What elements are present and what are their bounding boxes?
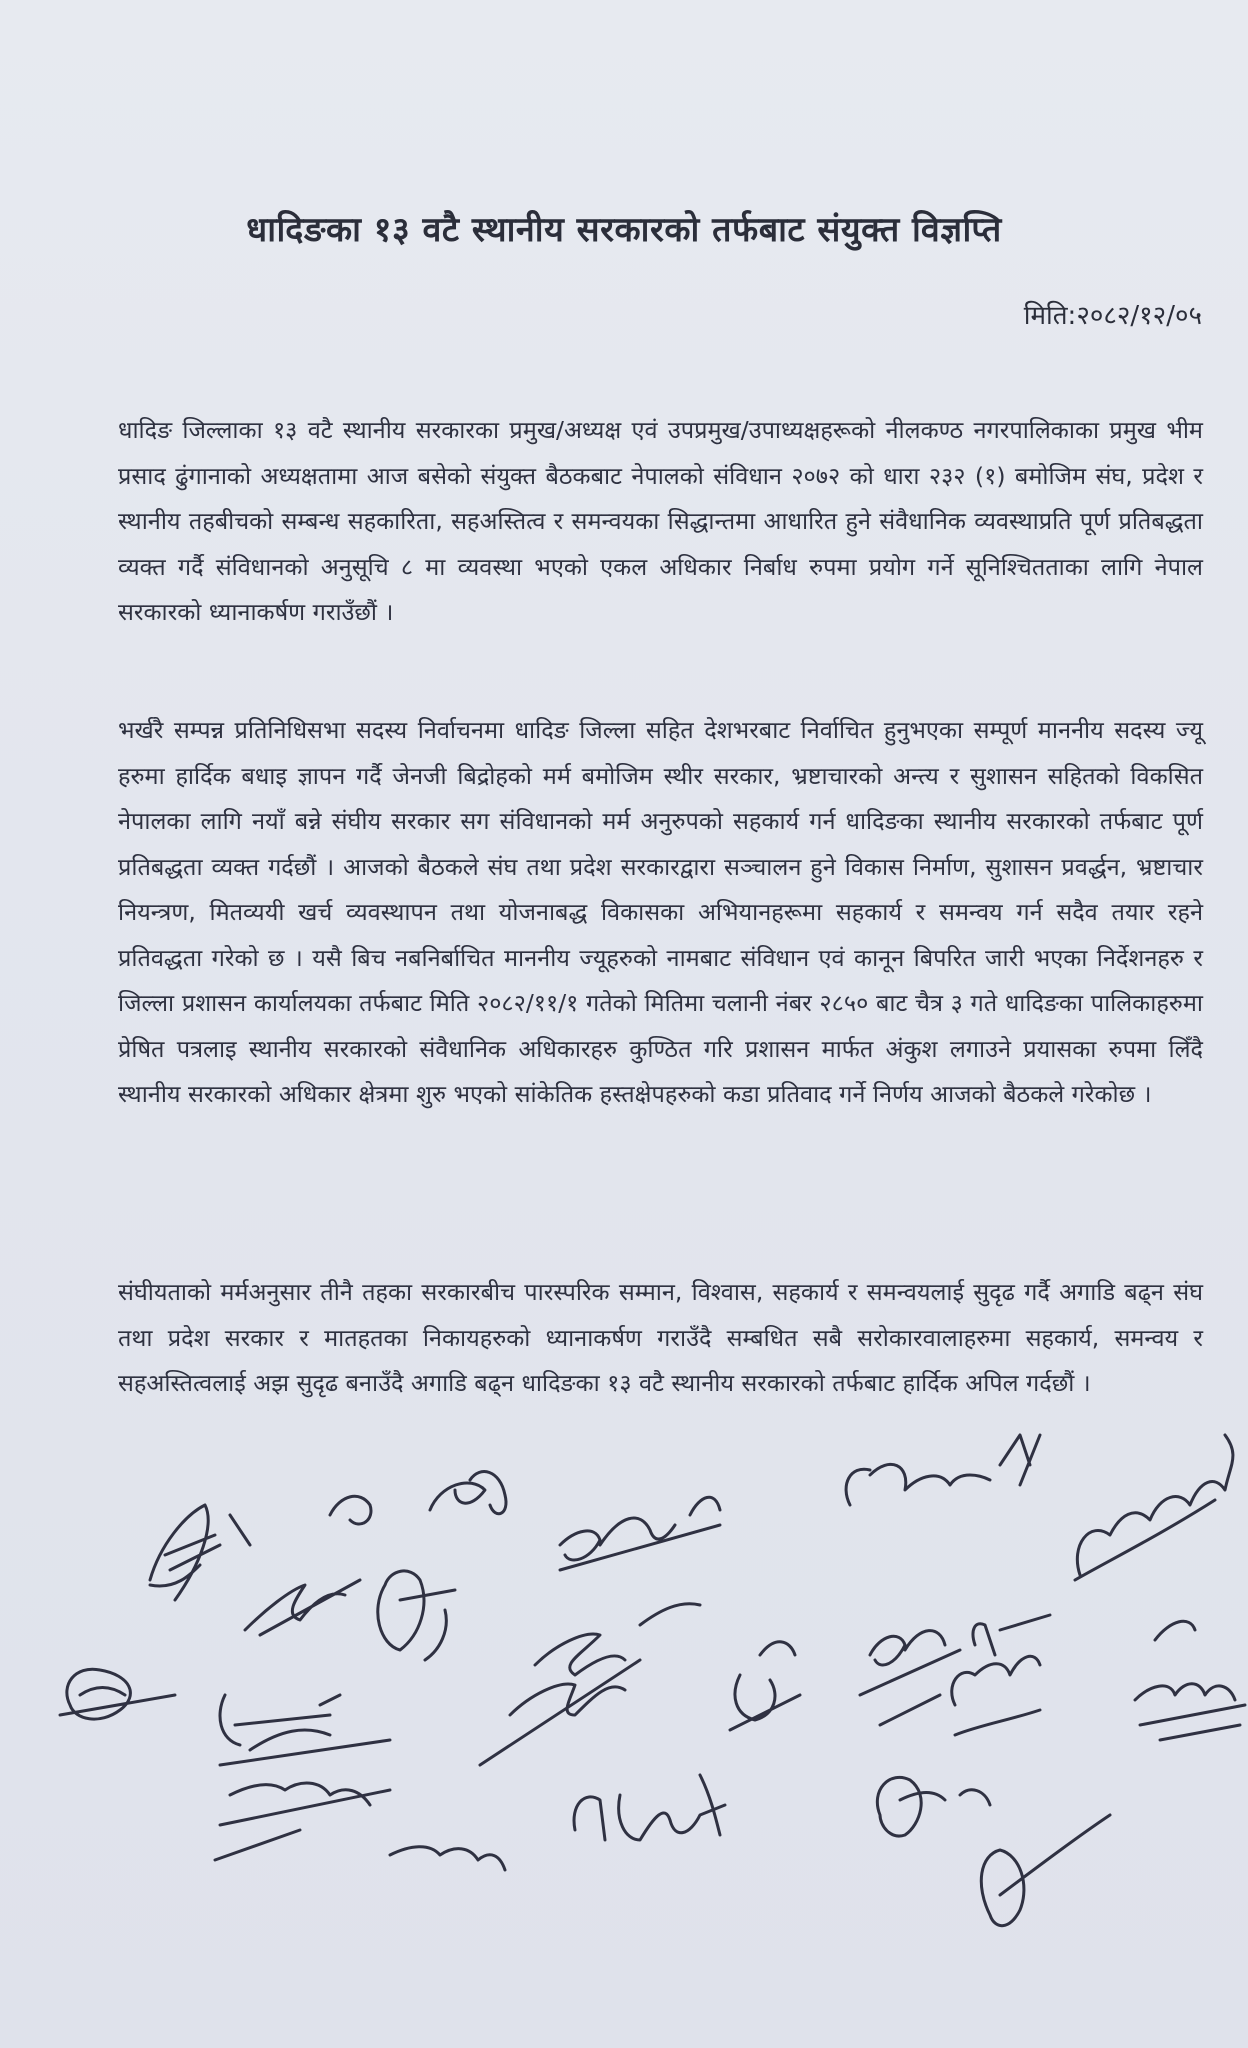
- signature-3: [378, 1571, 455, 1660]
- signature-8: [60, 1669, 175, 1719]
- paragraph-1: धादिङ जिल्लाका १३ वटै स्थानीय सरकारका प्रमुख/अध्यक्ष एवं उपप्रमुख/उपाध्यक्षहरूको नीलकण्ठ नगरपालिकाका प्रमुख भीम प्रसाद ढुंगानाको अध्यक्षतामा आज बसेको संयुक्त बैठकबाट नेपालको संविधान २०७२ को धारा २३२ (१) बमोजिम संघ, प्रदेश र स्थानीय तहबीचको सम्बन्ध सहकारिता, सहअस्तित्व र समन्वयका सिद्धान्तमा आधारित हुने संवैधानिक व्यवस्थाप्रति पूर्ण प्रतिबद्धता व्यक्त गर्दै संविधानको अनुसूचि ८ मा व्यवस्था भएको एकल अधिकार निर्बाध रुपमा प्रयोग गर्ने सूनिश्चितताका लागि नेपाल सरकारको ध्यानाकर्षण गराउँछौं ।: [118, 416, 1203, 626]
- signature-2: [245, 1580, 360, 1635]
- signature-13: [952, 1656, 1040, 1735]
- signature-22: [330, 1496, 371, 1524]
- signature-10: [480, 1634, 640, 1765]
- signature-14: [1135, 1684, 1245, 1740]
- signature-20: [973, 1615, 1050, 1655]
- paragraph-3: संघीयताको मर्मअनुसार तीनै तहका सरकारबीच पारस्परिक सम्मान, विश्वास, सहकार्य र समन्वयलाई सुदृढ गर्दै अगाडि बढ्न संघ तथा प्रदेश सरकार र मातहतका निकायहरुको ध्यानाकर्षण गराउँदै सम्बधित सबै सरोकारवालाहरुमा सहकार्य, समन्वय र सहअस्तित्वलाई अझ सुदृढ बनाउँदै अगाडि बढ्न धादिङका १३ वटै स्थानीय सरकारको तर्फबाट हार्दिक अपिल गर्दछौं ।: [118, 1278, 1203, 1397]
- signature-11: [730, 1642, 800, 1730]
- signature-21: [640, 1604, 700, 1625]
- signature-16: [390, 1847, 505, 1870]
- paragraph-2: भर्खरै सम्पन्न प्रतिनिधिसभा सदस्य निर्वाचनमा धादिङ जिल्ला सहित देशभरबाट निर्वाचित हुनुभएका सम्पूर्ण माननीय सदस्य ज्यू हरुमा हार्दिक बधाइ ज्ञापन गर्दै जेनजी बिद्रोहको मर्म बमोजिम स्थीर सरकार, भ्रष्टाचारको अन्त्य र सुशासन सहितको विकसित नेपालका लागि नयाँ बन्ने संघीय सरकार सग संविधानको मर्म अनुरुपको सहकार्य गर्न धादिङका स्थानीय सरकारको तर्फबाट पूर्ण प्रतिबद्धता व्यक्त गर्दछौं । आजको बैठकले संघ तथा प्रदेश सरकारद्वारा सञ्चालन हुने विकास निर्माण, सुशासन प्रवर्द्धन, भ्रष्टाचार नियन्त्रण, मितव्ययी खर्च व्यवस्थापन तथा योजनाबद्ध विकासका अभियानहरूमा सहकार्य र समन्वय गर्न सदैव तयार रहने प्रतिवद्धता गरेको छ । यसै बिच नबनिर्बाचित माननीय ज्यूहरुको नामबाट संविधान एवं कानून बिपरित जारी भएका निर्देशनहरु र जिल्ला प्रशासन कार्यालयका तर्फबाट मिति २०८२/११/१ गतेको मितिमा चलानी नंबर २८५० बाट चैत्र ३ गते धादिङका पालिकाहरुमा प्रेषित पत्रलाइ स्थानीय सरकारको संवैधानिक अधिकारहरु कुण्ठित गरि प्रशासन मार्फत अंकुश लगाउने प्रयासका रुपमा लिँदै स्थानीय सरकारको अधिकार क्षेत्रमा शुरु भएको सांकेतिक हस्तक्षेपहरुको कडा प्रतिवाद गर्ने निर्णय आजको बैठकले गरेकोछ ।: [118, 716, 1203, 1108]
- signature-6: [846, 1435, 1040, 1505]
- signature-area: [0, 1395, 1248, 2048]
- document-title: धादिङका १३ वटै स्थानीय सरकारको तर्फबाट संयुक्त विज्ञप्ति: [246, 210, 1002, 250]
- signature-23: [1155, 1621, 1195, 1640]
- signature-15: [215, 1783, 390, 1860]
- signature-19: [981, 1815, 1110, 1926]
- signature-1: [150, 1505, 250, 1600]
- signature-18: [877, 1777, 990, 1836]
- signature-4: [430, 1472, 506, 1514]
- document-date: मिति:२०८२/१२/०५: [1023, 301, 1202, 331]
- signature-17: [574, 1775, 725, 1840]
- signature-5: [560, 1497, 720, 1570]
- signature-9: [220, 1695, 390, 1765]
- signature-7: [1075, 1435, 1233, 1580]
- signature-12: [860, 1631, 960, 1725]
